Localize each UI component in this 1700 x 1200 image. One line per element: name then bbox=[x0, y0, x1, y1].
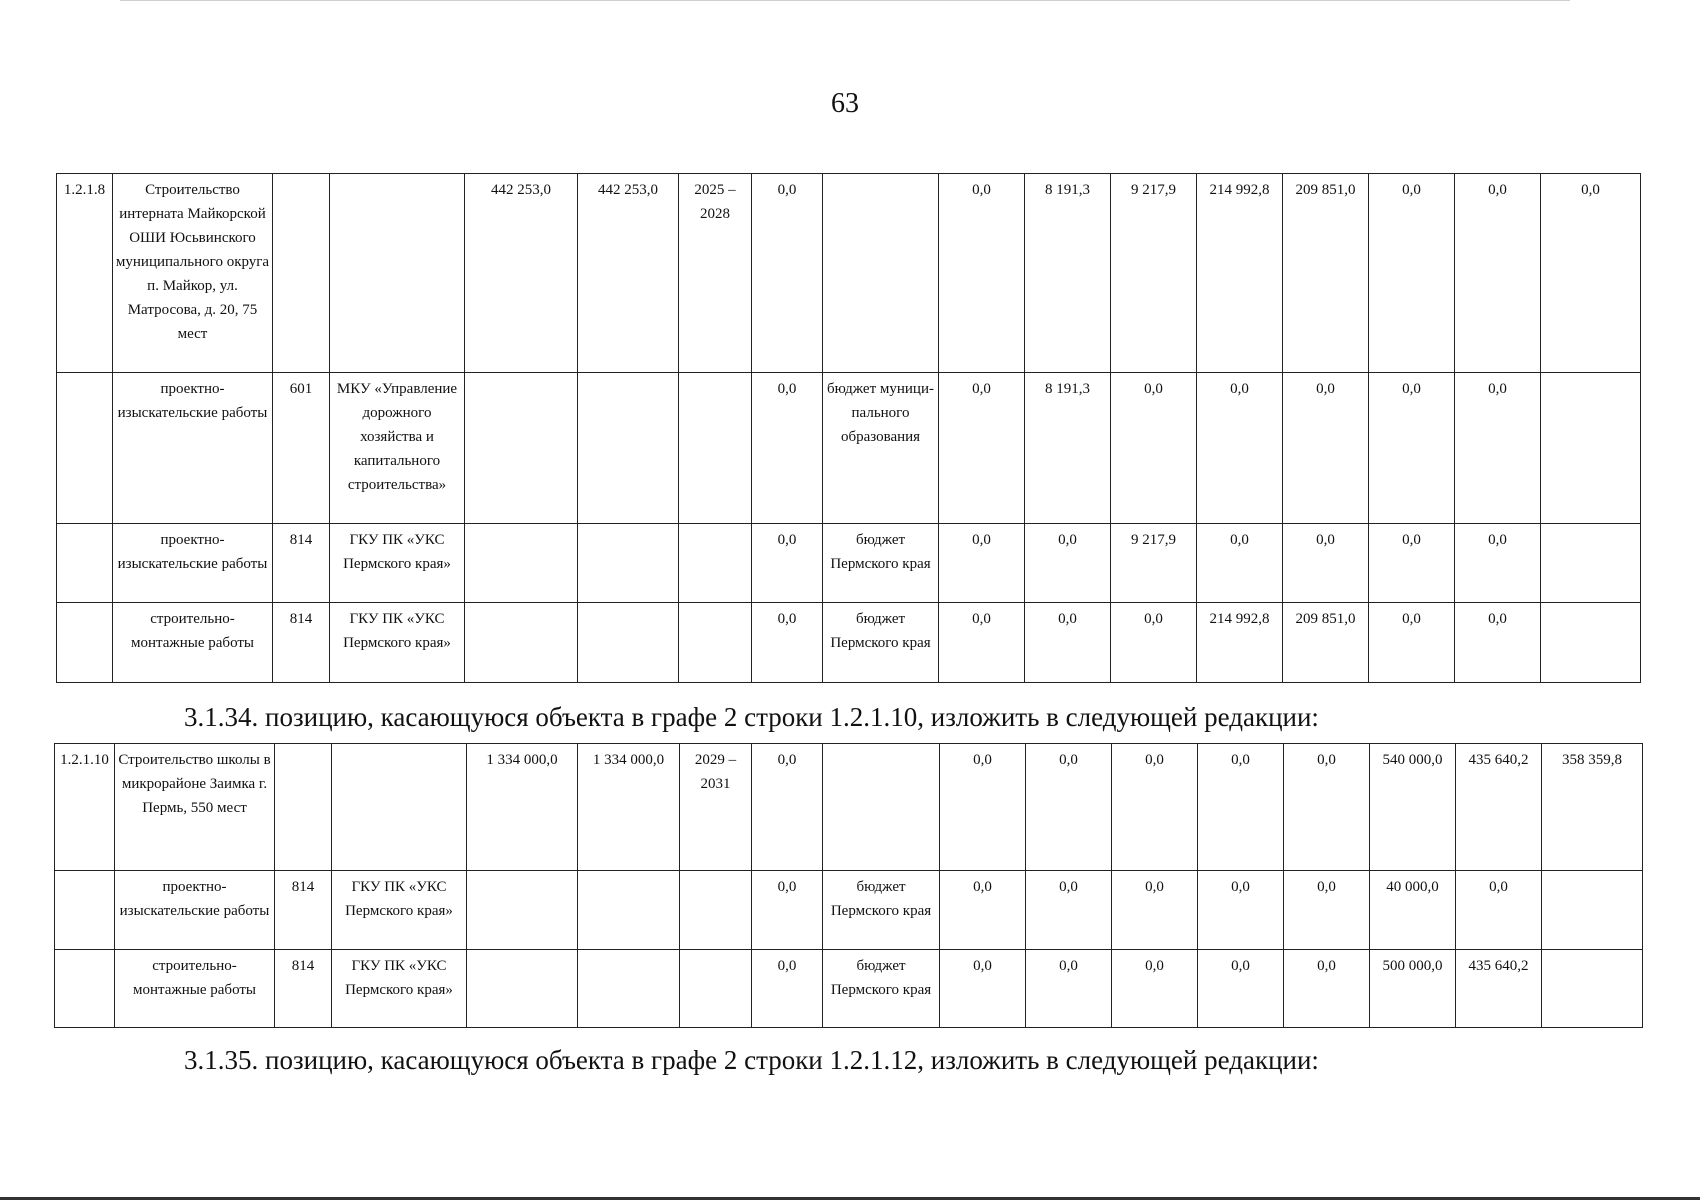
table-cell: 0,0 bbox=[1369, 524, 1455, 603]
table-cell: 9 217,9 bbox=[1111, 524, 1197, 603]
table-cell bbox=[57, 524, 113, 603]
table-cell: 435 640,2 bbox=[1456, 950, 1542, 1028]
table-cell: 1 334 000,0 bbox=[578, 744, 680, 871]
table-cell: 0,0 bbox=[752, 871, 823, 950]
table-cell: бюджет Пермского края bbox=[823, 603, 939, 683]
table-cell: 0,0 bbox=[1026, 871, 1112, 950]
table-cell: 0,0 bbox=[1455, 174, 1541, 373]
table-row bbox=[57, 524, 1641, 603]
table-cell bbox=[1541, 603, 1641, 683]
table-cell: 0,0 bbox=[939, 603, 1025, 683]
table-cell: 0,0 bbox=[1197, 524, 1283, 603]
table-row bbox=[57, 603, 1641, 683]
table-cell: МКУ «Управление дорожного хозяйства и капитального строительства» bbox=[330, 373, 465, 524]
table-cell: 8 191,3 bbox=[1025, 373, 1111, 524]
table-cell: 1 334 000,0 bbox=[467, 744, 578, 871]
section-heading-3-1-34: 3.1.34. позицию, касающуюся объекта в графе 2 строки 1.2.1.10, изложить в следующей редакции: bbox=[184, 702, 1319, 732]
table-cell: 0,0 bbox=[1369, 174, 1455, 373]
table-cell: 814 bbox=[275, 950, 332, 1028]
table-cell: 0,0 bbox=[940, 871, 1026, 950]
table-cell: 0,0 bbox=[752, 744, 823, 871]
table-cell: проектно-изыскательские работы bbox=[113, 373, 273, 524]
table-cell bbox=[330, 174, 465, 373]
table-cell: 0,0 bbox=[1026, 950, 1112, 1028]
table-cell: 0,0 bbox=[940, 950, 1026, 1028]
table-cell: 0,0 bbox=[1026, 744, 1112, 871]
table-cell: бюджет Пермского края bbox=[823, 871, 940, 950]
table-cell bbox=[273, 174, 330, 373]
table-cell bbox=[467, 871, 578, 950]
table-cell: 0,0 bbox=[1283, 524, 1369, 603]
table-cell: 358 359,8 bbox=[1542, 744, 1643, 871]
table-cell: проектно-изыскательские работы bbox=[115, 871, 275, 950]
table-cell: 0,0 bbox=[1284, 744, 1370, 871]
table-cell: 0,0 bbox=[1198, 744, 1284, 871]
table-row bbox=[55, 950, 1643, 1028]
table-cell bbox=[823, 174, 939, 373]
table-cell: 0,0 bbox=[1369, 373, 1455, 524]
section-heading-3-1-35: 3.1.35. позицию, касающуюся объекта в графе 2 строки 1.2.1.12, изложить в следующей редакции: bbox=[184, 1045, 1319, 1075]
table-cell: 0,0 bbox=[1198, 950, 1284, 1028]
table-cell: 0,0 bbox=[1112, 950, 1198, 1028]
table-cell bbox=[332, 744, 467, 871]
table-cell: Строительство школы в микрорайоне Заимка г. Пермь, 550 мест bbox=[115, 744, 275, 871]
table-cell: 209 851,0 bbox=[1283, 174, 1369, 373]
table-cell: 0,0 bbox=[940, 744, 1026, 871]
table-cell: 214 992,8 bbox=[1197, 603, 1283, 683]
table-cell: 9 217,9 bbox=[1111, 174, 1197, 373]
table-cell: 0,0 bbox=[1111, 373, 1197, 524]
table-cell: строительно-монтажные работы bbox=[115, 950, 275, 1028]
table-cell: 0,0 bbox=[1284, 950, 1370, 1028]
table-cell bbox=[55, 950, 115, 1028]
table-cell bbox=[57, 603, 113, 683]
table-cell: 2029 – 2031 bbox=[680, 744, 752, 871]
table-cell bbox=[1541, 524, 1641, 603]
table-cell: 0,0 bbox=[1456, 871, 1542, 950]
table-cell: 209 851,0 bbox=[1283, 603, 1369, 683]
table-cell bbox=[465, 373, 578, 524]
table-cell: 814 bbox=[273, 524, 330, 603]
table-cell: 442 253,0 bbox=[578, 174, 679, 373]
table-cell: ГКУ ПК «УКС Пермского края» bbox=[332, 871, 467, 950]
table-cell: 0,0 bbox=[1025, 603, 1111, 683]
table-cell bbox=[465, 524, 578, 603]
table-cell bbox=[578, 950, 680, 1028]
table-cell: 8 191,3 bbox=[1025, 174, 1111, 373]
table-cell: 0,0 bbox=[1198, 871, 1284, 950]
table-cell: 0,0 bbox=[752, 524, 823, 603]
table-cell: 0,0 bbox=[1197, 373, 1283, 524]
table-cell: 814 bbox=[273, 603, 330, 683]
table-cell: 0,0 bbox=[1541, 174, 1641, 373]
table-cell bbox=[1542, 871, 1643, 950]
table-cell: 0,0 bbox=[752, 174, 823, 373]
table-cell: проектно-изыскательские работы bbox=[113, 524, 273, 603]
table-cell bbox=[823, 744, 940, 871]
table-cell: 40 000,0 bbox=[1370, 871, 1456, 950]
table-cell: 0,0 bbox=[1025, 524, 1111, 603]
table-cell: 0,0 bbox=[1455, 524, 1541, 603]
table-row bbox=[57, 373, 1641, 524]
table-cell: 0,0 bbox=[1369, 603, 1455, 683]
table-cell bbox=[55, 871, 115, 950]
table-cell bbox=[680, 871, 752, 950]
table-cell: 2025 – 2028 bbox=[679, 174, 752, 373]
table-cell bbox=[578, 871, 680, 950]
table-cell: 601 bbox=[273, 373, 330, 524]
table-cell bbox=[1542, 950, 1643, 1028]
table-cell bbox=[679, 524, 752, 603]
object-table-1-2-1-10 bbox=[54, 743, 1643, 1028]
table-cell: 0,0 bbox=[752, 950, 823, 1028]
table-row bbox=[55, 871, 1643, 950]
table-cell bbox=[578, 373, 679, 524]
table-cell bbox=[679, 603, 752, 683]
table-cell bbox=[275, 744, 332, 871]
table-cell bbox=[679, 373, 752, 524]
table-cell: 0,0 bbox=[939, 524, 1025, 603]
table-cell: 0,0 bbox=[939, 373, 1025, 524]
table-cell: 0,0 bbox=[752, 603, 823, 683]
table-cell: строительно-монтажные работы bbox=[113, 603, 273, 683]
table-cell: 442 253,0 bbox=[465, 174, 578, 373]
table-cell: Строительство интерната Майкорской ОШИ Юсьвинского муниципального округа п. Майкор, ул. Матросова, д. 20, 75 мест bbox=[113, 174, 273, 373]
table-cell: 214 992,8 bbox=[1197, 174, 1283, 373]
table-cell: бюджет муници-пального образования bbox=[823, 373, 939, 524]
table-cell bbox=[1541, 373, 1641, 524]
table-cell: 0,0 bbox=[752, 373, 823, 524]
table-cell bbox=[578, 603, 679, 683]
table-cell: 0,0 bbox=[1112, 744, 1198, 871]
table-cell: 0,0 bbox=[1283, 373, 1369, 524]
table-cell: 0,0 bbox=[1112, 871, 1198, 950]
table-cell: 540 000,0 bbox=[1370, 744, 1456, 871]
table-row bbox=[55, 744, 1643, 871]
table-cell bbox=[465, 603, 578, 683]
table-cell bbox=[467, 950, 578, 1028]
table-cell: ГКУ ПК «УКС Пермского края» bbox=[330, 524, 465, 603]
object-table-1-2-1-8 bbox=[56, 173, 1641, 683]
table-cell: 0,0 bbox=[939, 174, 1025, 373]
table-cell: 814 bbox=[275, 871, 332, 950]
table-cell: бюджет Пермского края bbox=[823, 950, 940, 1028]
top-border-line bbox=[120, 0, 1570, 1]
table-cell: 0,0 bbox=[1284, 871, 1370, 950]
table-cell: ГКУ ПК «УКС Пермского края» bbox=[330, 603, 465, 683]
table-cell bbox=[578, 524, 679, 603]
table-cell: 0,0 bbox=[1455, 373, 1541, 524]
table-cell: 0,0 bbox=[1455, 603, 1541, 683]
page-number: 63 bbox=[831, 88, 859, 119]
table-row bbox=[57, 174, 1641, 373]
table-cell: 500 000,0 bbox=[1370, 950, 1456, 1028]
table-cell bbox=[680, 950, 752, 1028]
table-cell: 1.2.1.8 bbox=[57, 174, 113, 373]
table-cell: ГКУ ПК «УКС Пермского края» bbox=[332, 950, 467, 1028]
table-cell: 1.2.1.10 bbox=[55, 744, 115, 871]
table-cell: 435 640,2 bbox=[1456, 744, 1542, 871]
table-cell bbox=[57, 373, 113, 524]
table-cell: 0,0 bbox=[1111, 603, 1197, 683]
table-cell: бюджет Пермского края bbox=[823, 524, 939, 603]
